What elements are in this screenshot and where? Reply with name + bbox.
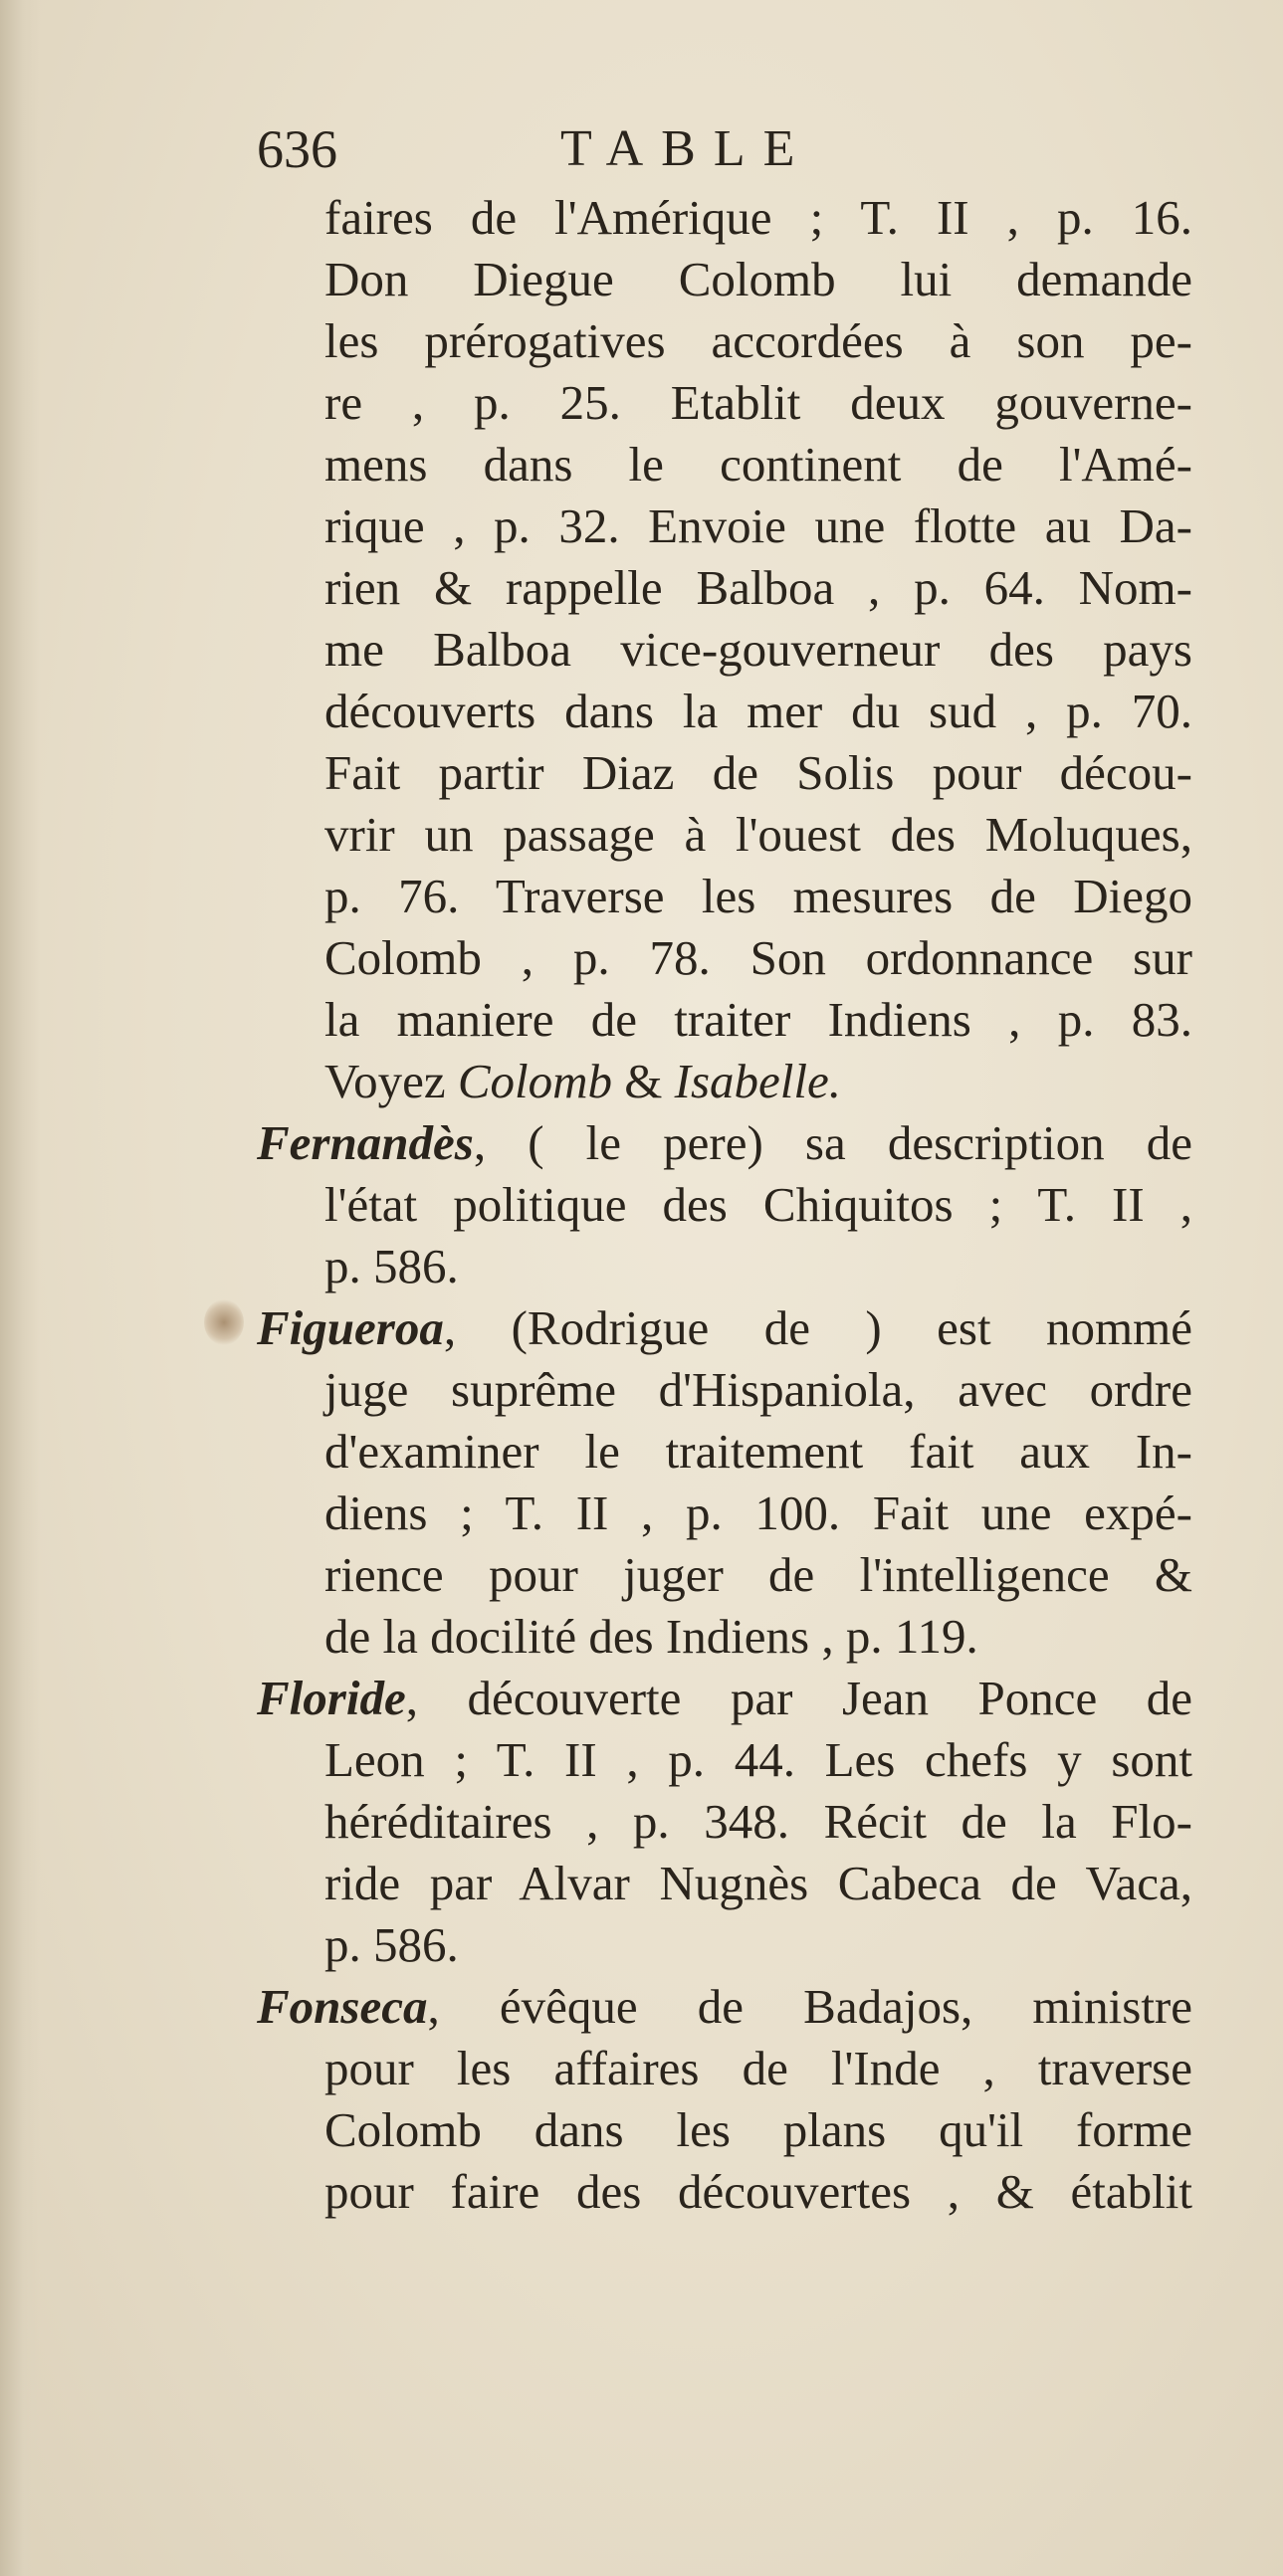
text-line: re , p. 25. Etablit deux gouverne- <box>324 375 1192 430</box>
running-title: TABLE <box>560 120 813 177</box>
page-gutter-shadow <box>0 0 40 2576</box>
text-line: d'examiner le traitement fait aux In- <box>324 1424 1192 1479</box>
text-line: faires de l'Amérique ; T. II , p. 16. <box>324 190 1192 245</box>
entry-headword: Fernandès <box>257 1115 474 1170</box>
text-line: me Balboa vice-gouverneur des pays <box>324 622 1192 677</box>
text-line: pour faire des découvertes , & établit <box>324 2164 1192 2219</box>
ampersand: & <box>624 1054 663 1108</box>
page-header <box>257 119 954 179</box>
text-line: rique , p. 32. Envoie une flotte au Da- <box>324 498 1192 553</box>
text-line: de la docilité des Indiens , p. 119. <box>324 1609 978 1664</box>
entry-head-line <box>257 1976 1192 2038</box>
text-line: Colomb dans les plans qu'il forme <box>324 2102 1192 2157</box>
cross-reference: Colomb <box>457 1054 613 1108</box>
text-line: héréditaires , p. 348. Récit de la Flo- <box>324 1794 1192 1849</box>
page-number: 636 <box>257 119 337 179</box>
entry-headword: Figueroa <box>257 1300 444 1355</box>
text-line: p. 76. Traverse les mesures de Diego <box>324 869 1192 923</box>
entry-headword: Floride <box>257 1671 406 1725</box>
text-line: Don Diegue Colomb lui demande <box>324 252 1192 306</box>
text-line: diens ; T. II , p. 100. Fait une expé- <box>324 1486 1192 1540</box>
text-line: Leon ; T. II , p. 44. Les chefs y sont <box>324 1732 1192 1787</box>
text-line: mens dans le continent de l'Amé- <box>324 437 1192 492</box>
entry-head-line <box>257 1668 1192 1729</box>
paper-stain <box>204 1299 244 1345</box>
text-line: les prérogatives accordées à son pe- <box>324 313 1192 368</box>
text-line: Fait partir Diaz de Solis pour décou- <box>324 745 1192 800</box>
text-line-voyez <box>257 1051 1192 1112</box>
entry-head-line <box>257 1297 1192 1359</box>
entry-headword: Fonseca <box>257 1979 428 2034</box>
text-line: Colomb , p. 78. Son ordonnance sur <box>324 930 1192 985</box>
text-line: juge suprême d'Hispaniola, avec ordre <box>324 1362 1192 1417</box>
text-line: pour les affaires de l'Inde , traverse <box>324 2041 1192 2095</box>
index-text <box>257 187 1192 2223</box>
entry-text: , ( le pere) sa description de <box>473 1115 1192 1170</box>
text-line: rien & rappelle Balboa , p. 64. Nom- <box>324 560 1192 615</box>
text-line: p. 586. <box>324 1239 459 1293</box>
entry-text: , évêque de Badajos, ministre <box>427 1979 1192 2034</box>
text-line: l'état politique des Chiquitos ; T. II , <box>324 1177 1192 1232</box>
text-line: ride par Alvar Nugnès Cabeca de Vaca, <box>324 1856 1192 1910</box>
entry-head-line <box>257 1112 1192 1174</box>
voyez-label: Voyez <box>324 1054 446 1108</box>
text-line: rience pour juger de l'intelligence & <box>324 1547 1192 1602</box>
entry-text: , (Rodrigue de ) est nommé <box>443 1300 1192 1355</box>
text-line: vrir un passage à l'ouest des Moluques, <box>324 807 1192 862</box>
text-line: découverts dans la mer du sud , p. 70. <box>324 684 1192 738</box>
entry-text: , découverte par Jean Ponce de <box>405 1671 1192 1725</box>
text-line: la maniere de traiter Indiens , p. 83. <box>324 992 1192 1047</box>
cross-reference: Isabelle. <box>674 1054 842 1108</box>
text-line: p. 586. <box>324 1917 459 1972</box>
